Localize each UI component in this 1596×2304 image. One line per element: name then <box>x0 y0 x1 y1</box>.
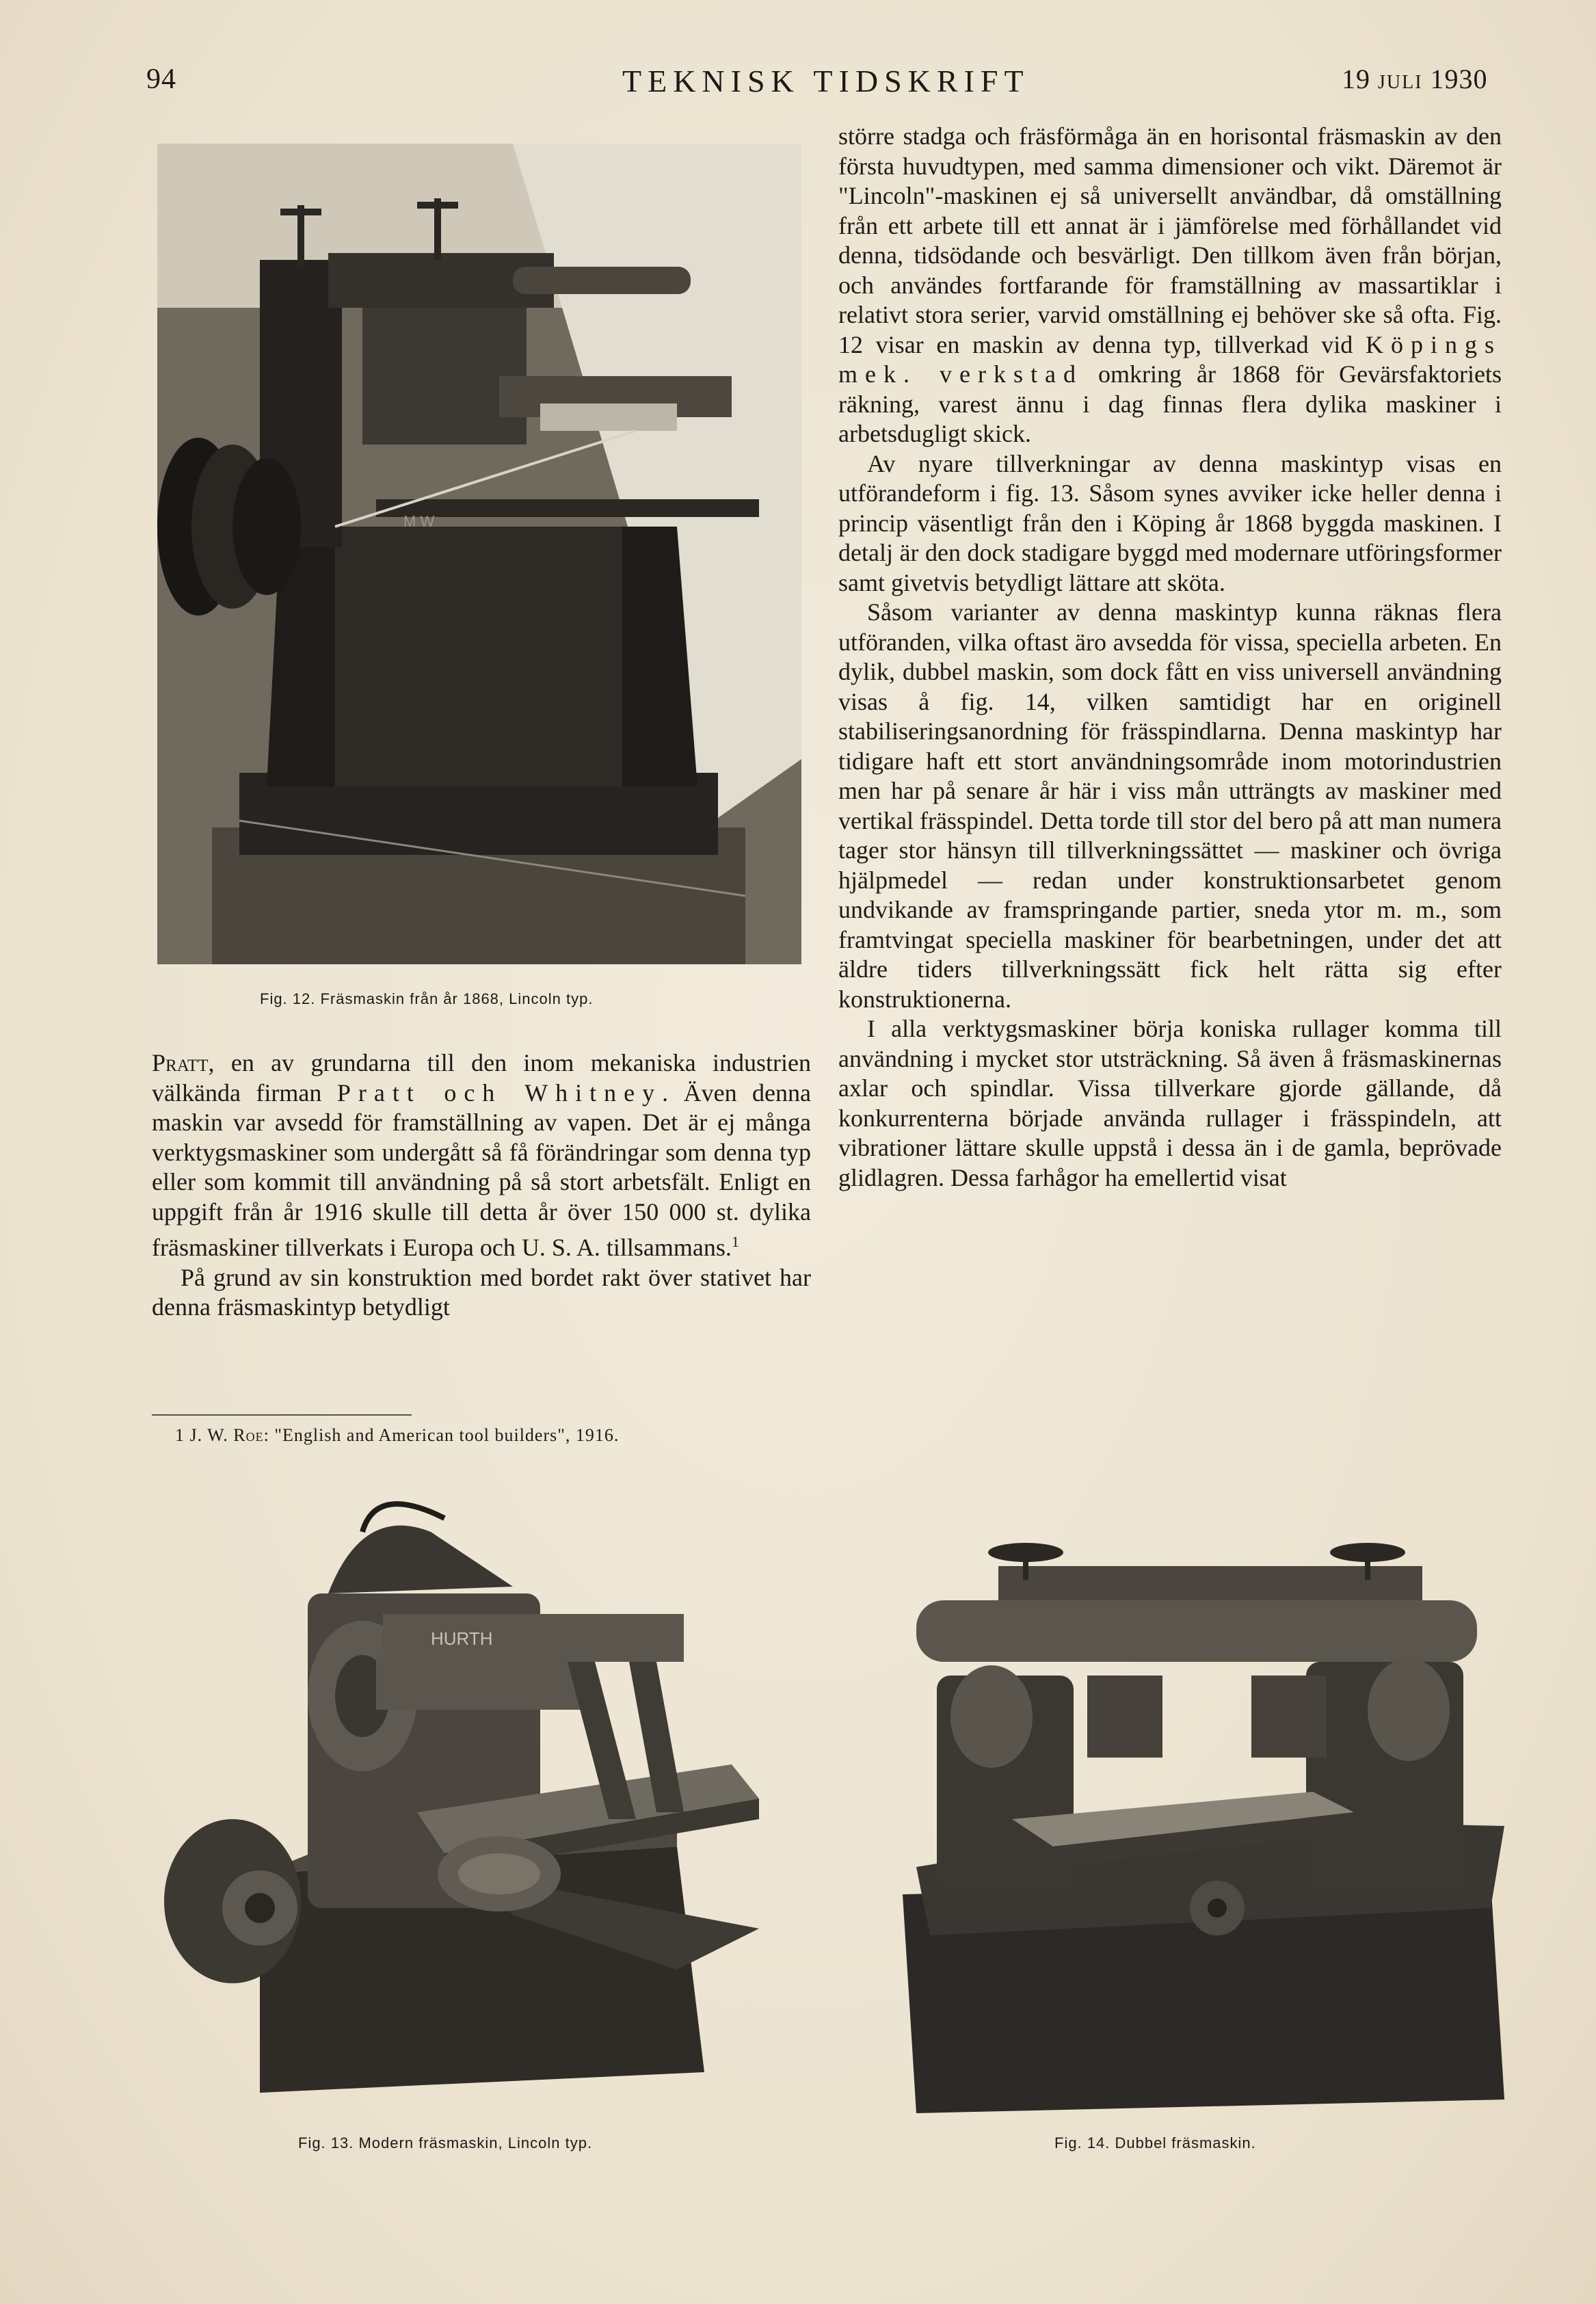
right-paragraph-4: I alla verktygsmaskiner börja koniska rullager komma till användning i mycket stor utsträckning. Så även å fräsmaskinernas axlar och spindlar. Vissa tillverkare gjorde gällande, då konkurrenterna började använda rullager i frässpindeln, att vibrationer lättare skulle uppstå i dessa än i de gamla, beprövade glidlagren. Dessa farhågor ha emellertid visat <box>838 1015 1502 1191</box>
issue-date <box>1342 63 1488 95</box>
footnote-author: J. W. Roe <box>189 1425 264 1445</box>
right-paragraph-3: Såsom varianter av denna maskintyp kunna räknas flera utföranden, vilka oftast äro avsedda för vissa, speciella arbeten. En dylik, dubbel maskin, som dock fått en viss universell användning visas å fig. 14, vilken samtidigt har en originell stabiliseringsanordning för frässpindlarna. Denna maskintyp har tidigare haft ett stort användningsområde inom motorindustrien men har på senare år här i viss mån utträngts av maskiner med vertikal frässpindel. Detta torde till stor del bero på att man numera tager stor hänsyn till tillverkningssättet — maskiner och övriga hjälpmedel — redan under konstruktionsarbetet genom undvikande av framspringande partier, sneda ytor m. m., som framtvingat speciella maskiner för bearbetningen, under det att äldre tiders tillverkningssätt fick helt rätta sig efter konstruktionerna. <box>838 598 1502 1013</box>
right-paragraph-1 <box>838 122 1502 449</box>
figure-13-photo <box>157 1491 773 2106</box>
right-paragraph-1-part-a: större stadga och fräsförmåga än en horisontal fräsmaskin av den första huvudtypen, med samma dimensioner och vikt. Däremot är "Lincoln"-maskinen ej så universellt användbar, då omställning från ett arbete till ett annat är i jämförelse med förhållandet vid denna, tidsödande och besvärligt. Den tillkom även från början, och användes fortfarande för framställning av massartiklar i relativt stora serier, varvid omställning ej behöver ske så ofta. Fig. 12 visar en maskin av denna typ, tillverkad vid <box>838 122 1502 358</box>
right-paragraph-1-part-b: omkring år 1868 för Gevärsfaktoriets räkning, varest ännu i dag finnas flera dylika maskiner i arbetsdugligt skick. <box>838 360 1502 447</box>
figure-14-photo <box>889 1525 1518 2113</box>
issue-date-month: JULI <box>1378 72 1423 93</box>
footnote-ref-1: 1 <box>731 1233 739 1250</box>
figure-13-caption: Fig. 13. Modern fräsmaskin, Lincoln typ. <box>298 2134 593 2151</box>
figure-14-caption: Fig. 14. Dubbel fräsmaskin. <box>1054 2134 1256 2151</box>
left-paragraph-1 <box>152 1048 811 1263</box>
right-column-text <box>838 122 1502 1193</box>
issue-date-day: 19 <box>1342 64 1370 94</box>
page-number: 94 <box>146 64 176 95</box>
footnote-1 <box>175 1425 619 1446</box>
name-pratt: Pratt <box>152 1049 209 1076</box>
issue-date-year: 1930 <box>1430 64 1488 94</box>
figure-12-caption: Fig. 12. Fräsmaskin från år 1868, Lincoln typ. <box>260 990 594 1007</box>
left-paragraph-1-part-a: , en av grundarna till den inom mekaniska industrien välkända firman <box>152 1049 811 1107</box>
left-paragraph-1-part-b: . Även denna maskin var avsedd för framställning av vapen. Det är ej många verktygsmaskiner som undergått så få förändringar som denna typ eller som kommit till användning på så stort arbetsfält. Enligt en uppgift från år 1916 skulle till detta år över 150 000 st. dylika fräsmaskiner tillverkats i Europa och U. S. A. tillsammans. <box>152 1078 812 1261</box>
footnote-divider <box>152 1414 412 1416</box>
footnote-text: : "English and American tool builders", 1916. <box>263 1425 620 1445</box>
figure-12-photo <box>157 144 801 964</box>
left-paragraph-2: På grund av sin konstruktion med bordet rakt över stativet har denna fräsmaskintyp betydligt <box>152 1263 811 1321</box>
right-paragraph-2: Av nyare tillverkningar av denna maskintyp visas en utförandeform i fig. 13. Såsom synes avviker icke heller denna i princip väsentligt från den i Köping år 1868 byggda maskinen. I detalj är den dock stadigare byggd med modernare utföringsformer samt givetvis betydligt lättare att sköta. <box>838 449 1502 596</box>
left-column-text <box>152 1048 811 1323</box>
figure-12-plate: M W <box>403 513 435 530</box>
firm-pratt-whitney: Pratt och Whitney <box>336 1078 663 1107</box>
firm-kopings-verkstad: Köpings mek. verkstad <box>838 330 1502 388</box>
journal-title: TEKNISK TIDSKRIFT <box>622 64 1030 98</box>
footnote-marker: 1 <box>175 1425 185 1445</box>
figure-13-plate: HURTH <box>431 1628 493 1649</box>
